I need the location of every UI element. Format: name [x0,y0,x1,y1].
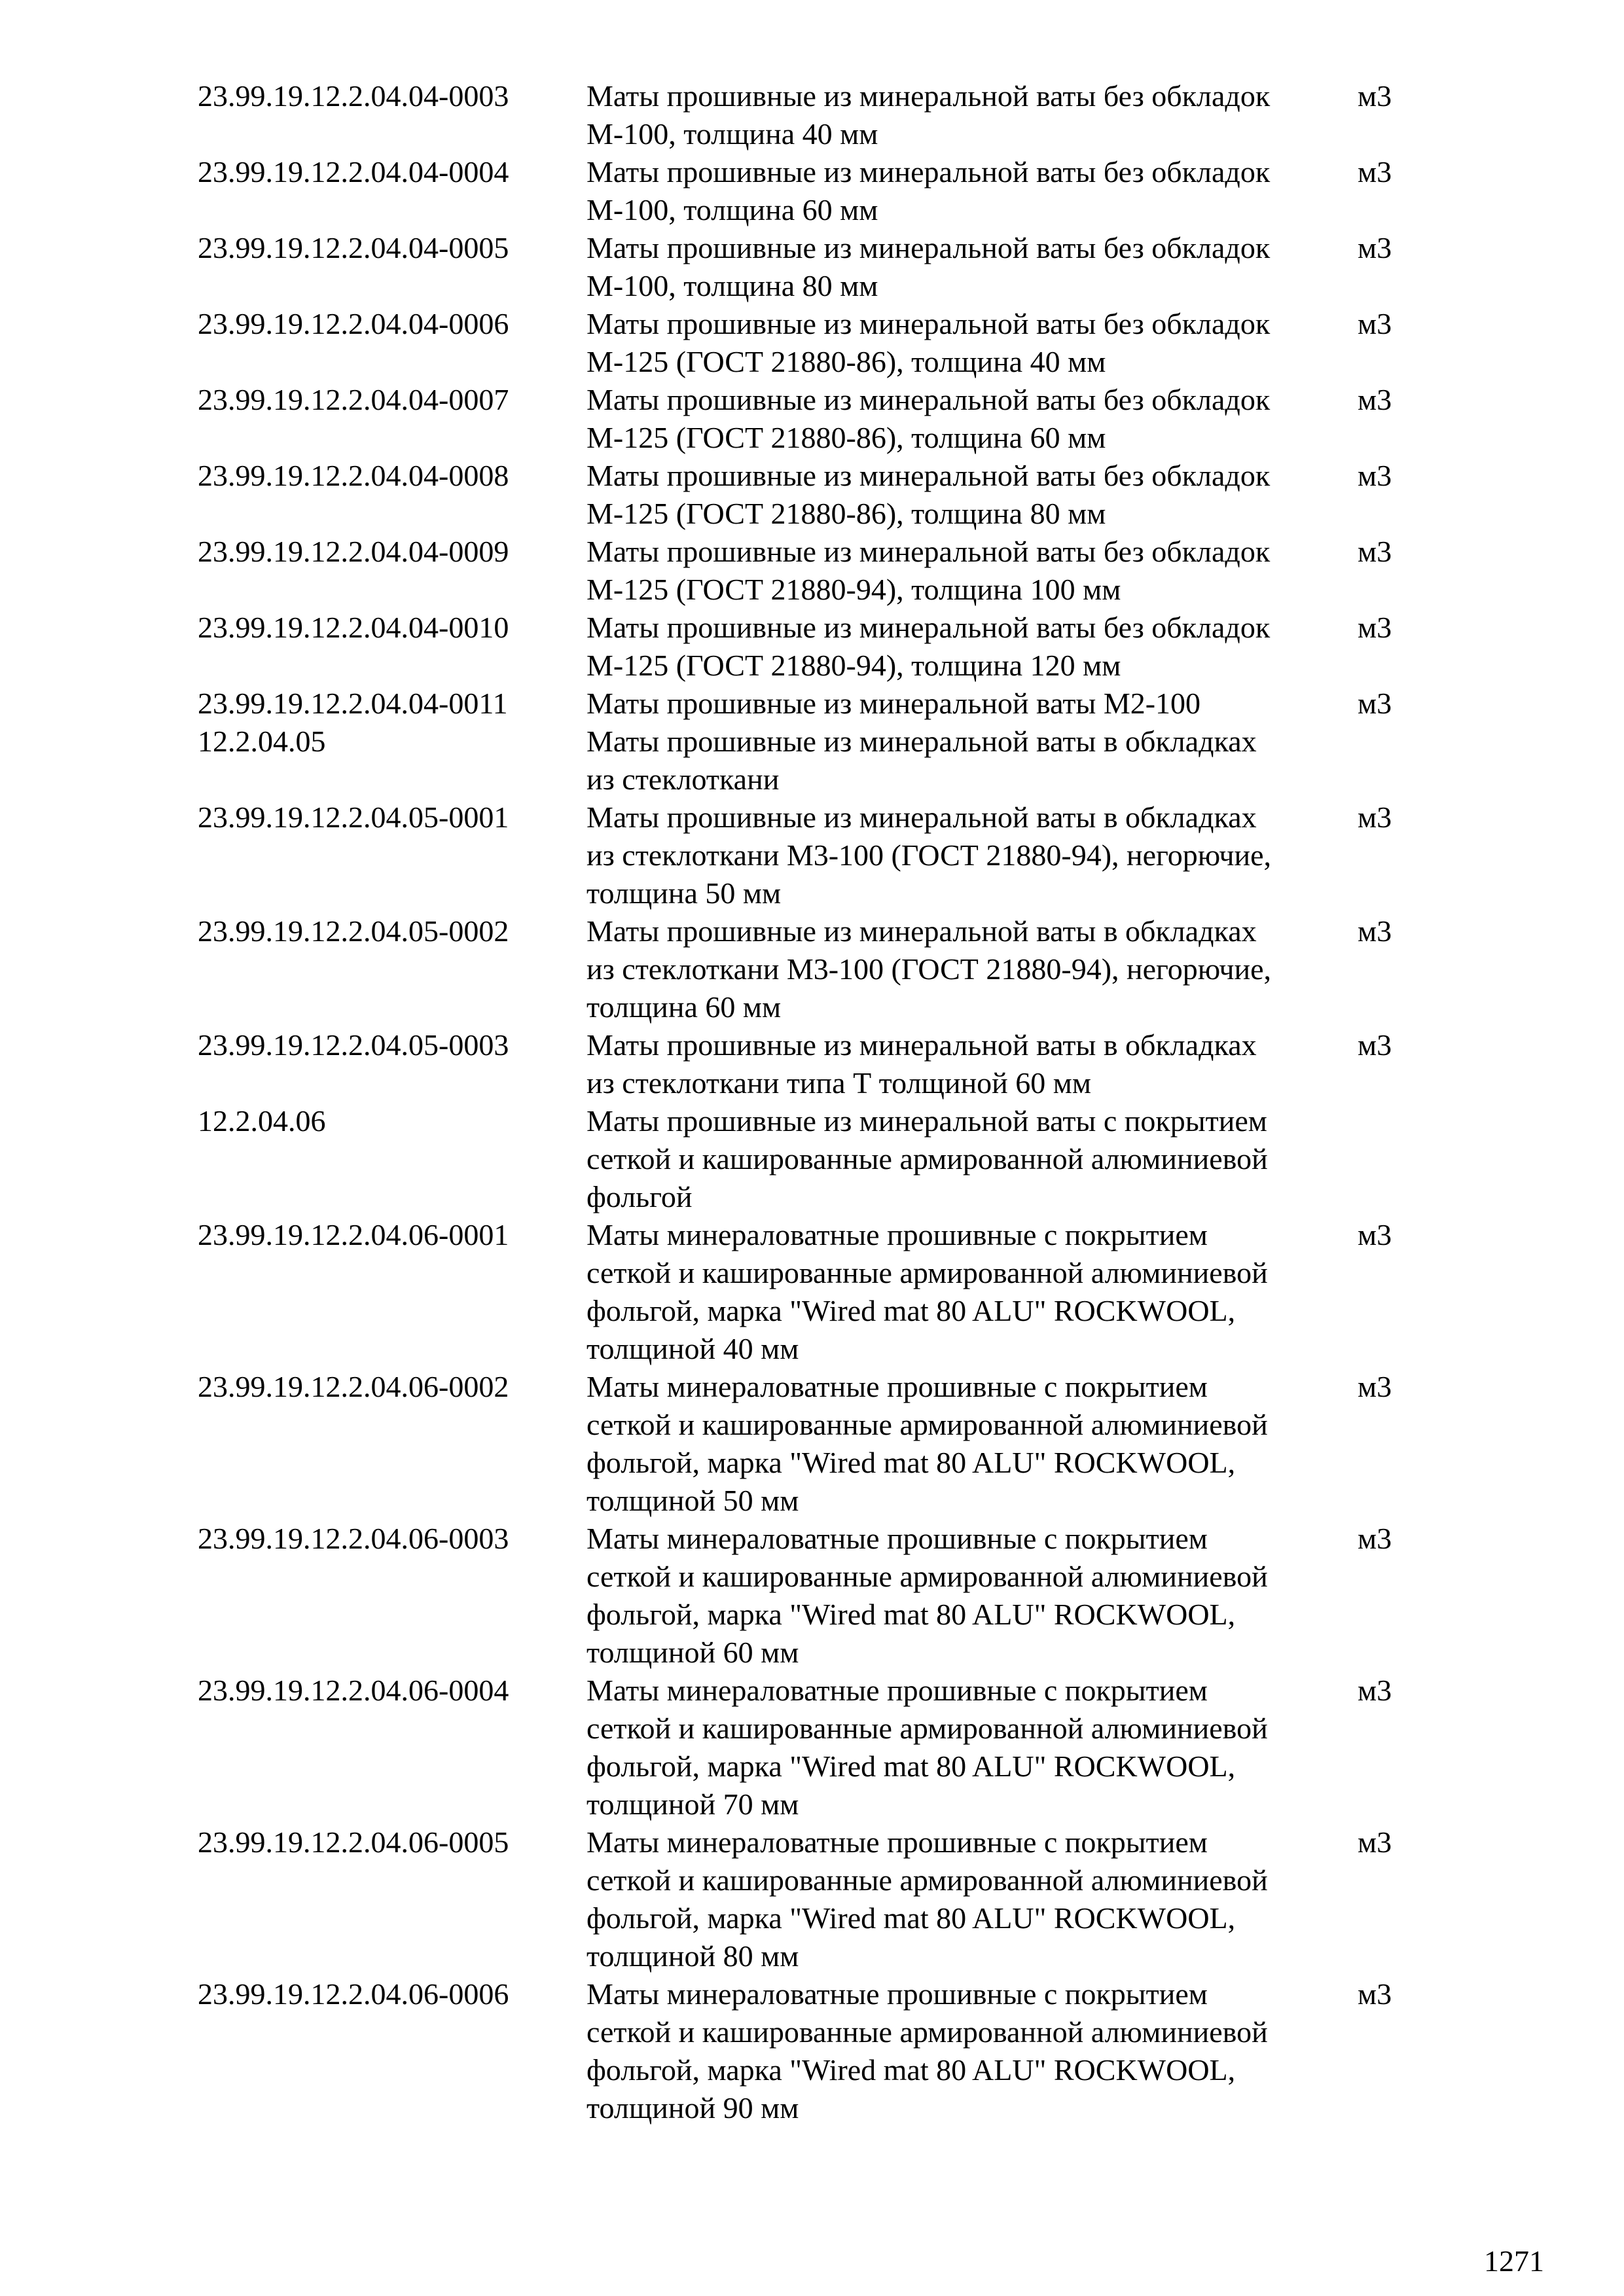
table-row [198,723,1441,798]
group-description: Маты прошивные из минеральной ваты в обкладках из стеклоткани [586,725,1257,796]
resource-description: Маты минераловатные прошивные с покрытием сеткой и кашированные армированной алюминиевой фольгой, марка "Wired mat 80 ALU" ROCKWOOL, толщиной 90 мм [586,1977,1268,2125]
resource-description: Маты минераловатные прошивные с покрытием сеткой и кашированные армированной алюминиевой фольгой, марка "Wired mat 80 ALU" ROCKWOOL, толщиной 80 мм [586,1825,1268,1973]
resource-unit: м3 [1358,611,1392,644]
resource-code: 23.99.19.12.2.04.04-0011 [198,687,508,720]
resource-unit: м3 [1358,1028,1392,1062]
table-row [198,1520,1441,1672]
resource-description: Маты прошивные из минеральной ваты без обкладок М-125 (ГОСТ 21880-86), толщина 40 мм [586,307,1271,378]
resource-unit: м3 [1358,1522,1392,1555]
resource-code: 23.99.19.12.2.04.06-0001 [198,1218,509,1251]
group-description: Маты прошивные из минеральной ваты с покрытием сеткой и кашированные армированной алюминиевой фольгой [586,1104,1268,1213]
resource-unit: м3 [1358,1977,1392,2011]
resource-code: 23.99.19.12.2.04.06-0005 [198,1825,509,1859]
resource-code: 23.99.19.12.2.04.05-0002 [198,914,509,948]
resource-description: Маты прошивные из минеральной ваты без обкладок М-100, толщина 80 мм [586,231,1271,302]
resource-unit: м3 [1358,307,1392,340]
resource-code: 23.99.19.12.2.04.04-0003 [198,79,509,113]
table-row [198,229,1441,305]
resource-code: 23.99.19.12.2.04.05-0003 [198,1028,509,1062]
resource-unit: м3 [1358,914,1392,948]
resource-description: Маты минераловатные прошивные с покрытием сеткой и кашированные армированной алюминиевой фольгой, марка "Wired mat 80 ALU" ROCKWOOL, толщиной 70 мм [586,1674,1268,1821]
table-row [198,381,1441,457]
table-row [198,457,1441,533]
resource-description: Маты прошивные из минеральной ваты М2-100 [586,687,1201,720]
table-row [198,685,1441,723]
resource-unit: м3 [1358,79,1392,113]
table-row [198,609,1441,685]
resource-code: 23.99.19.12.2.04.04-0006 [198,307,509,340]
table-row [198,912,1441,1026]
resource-code: 23.99.19.12.2.04.05-0001 [198,800,509,834]
resource-description: Маты минераловатные прошивные с покрытием сеткой и кашированные армированной алюминиевой фольгой, марка "Wired mat 80 ALU" ROCKWOOL, толщиной 60 мм [586,1522,1268,1669]
resource-description: Маты прошивные из минеральной ваты без обкладок М-100, толщина 60 мм [586,155,1271,226]
resource-description: Маты прошивные из минеральной ваты в обкладках из стеклоткани типа Т толщиной 60 мм [586,1028,1257,1100]
group-code: 12.2.04.06 [198,1104,326,1138]
resource-description: Маты минераловатные прошивные с покрытием сеткой и кашированные армированной алюминиевой фольгой, марка "Wired mat 80 ALU" ROCKWOOL, толщиной 50 мм [586,1370,1268,1517]
table-row [198,533,1441,609]
resource-code: 23.99.19.12.2.04.06-0006 [198,1977,509,2011]
resource-unit: м3 [1358,1218,1392,1251]
resource-unit: м3 [1358,800,1392,834]
page-number: 1271 [1484,2244,1544,2278]
resource-table [198,77,1441,2127]
table-row [198,1216,1441,1368]
table-row [198,1102,1441,1216]
table-row [198,1975,1441,2127]
resource-description: Маты прошивные из минеральной ваты без обкладок М-125 (ГОСТ 21880-86), толщина 60 мм [586,383,1271,454]
resource-unit: м3 [1358,687,1392,720]
resource-unit: м3 [1358,1825,1392,1859]
table-row [198,77,1441,153]
resource-unit: м3 [1358,459,1392,492]
resource-description: Маты прошивные из минеральной ваты без обкладок М-125 (ГОСТ 21880-94), толщина 120 мм [586,611,1271,682]
resource-code: 23.99.19.12.2.04.04-0007 [198,383,509,416]
table-row [198,1368,1441,1520]
resource-unit: м3 [1358,535,1392,568]
resource-unit: м3 [1358,155,1392,188]
table-row [198,1823,1441,1975]
resource-code: 23.99.19.12.2.04.04-0008 [198,459,509,492]
table-row [198,305,1441,381]
resource-unit: м3 [1358,383,1392,416]
resource-unit: м3 [1358,231,1392,264]
resource-unit: м3 [1358,1674,1392,1707]
resource-unit: м3 [1358,1370,1392,1403]
resource-code: 23.99.19.12.2.04.06-0004 [198,1674,509,1707]
table-row [198,1026,1441,1102]
resource-description: Маты прошивные из минеральной ваты без обкладок М-125 (ГОСТ 21880-86), толщина 80 мм [586,459,1271,530]
resource-code: 23.99.19.12.2.04.04-0004 [198,155,509,188]
resource-code: 23.99.19.12.2.04.06-0002 [198,1370,509,1403]
resource-description: Маты прошивные из минеральной ваты без обкладок М-100, толщина 40 мм [586,79,1271,151]
table-row [198,798,1441,912]
table-row [198,1672,1441,1823]
resource-code: 23.99.19.12.2.04.04-0005 [198,231,509,264]
resource-description: Маты прошивные из минеральной ваты в обкладках из стеклоткани М3-100 (ГОСТ 21880-94), негорючие, толщина 60 мм [586,914,1272,1024]
resource-code: 23.99.19.12.2.04.04-0009 [198,535,509,568]
table-row [198,153,1441,229]
resource-code: 23.99.19.12.2.04.06-0003 [198,1522,509,1555]
group-code: 12.2.04.05 [198,725,326,758]
resource-description: Маты прошивные из минеральной ваты без обкладок М-125 (ГОСТ 21880-94), толщина 100 мм [586,535,1271,606]
resource-description: Маты прошивные из минеральной ваты в обкладках из стеклоткани М3-100 (ГОСТ 21880-94), негорючие, толщина 50 мм [586,800,1272,910]
resource-description: Маты минераловатные прошивные с покрытием сеткой и кашированные армированной алюминиевой фольгой, марка "Wired mat 80 ALU" ROCKWOOL, толщиной 40 мм [586,1218,1268,1365]
resource-code: 23.99.19.12.2.04.04-0010 [198,611,509,644]
